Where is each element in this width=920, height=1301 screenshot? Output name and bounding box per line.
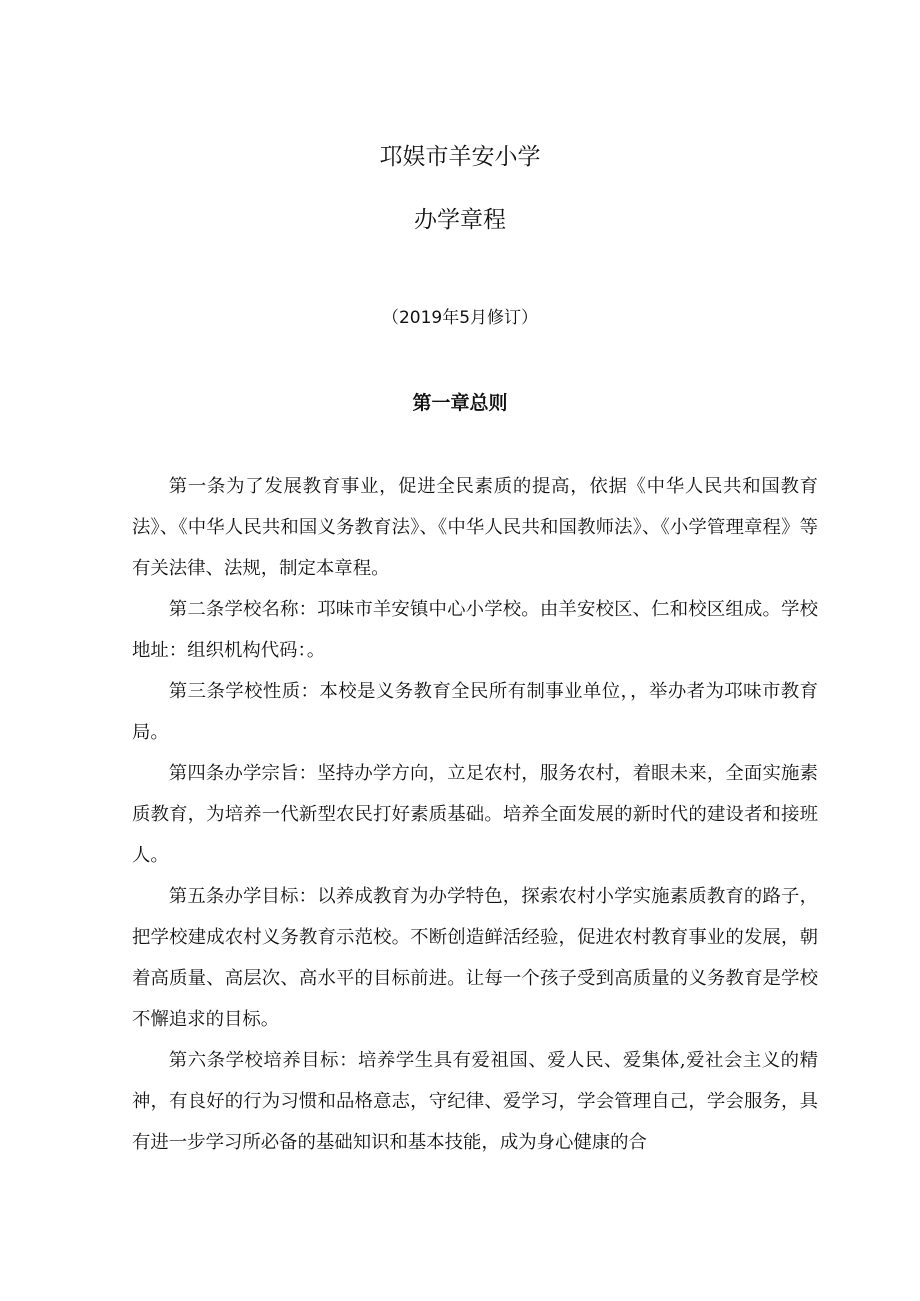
school-name: 邛娱市羊安小学 (379, 144, 541, 170)
article-4: 第四条办学宗旨：坚持办学方向，立足农村，服务农村，着眼未来，全面实施素质教育，为培养一代新型农民打好素质基础。培养全面发展的新时代的建设者和接班人。 (132, 763, 818, 866)
document-title: 办学章程 (414, 207, 506, 233)
article-5: 第五条办学目标：以养成教育为办学特色，探索农村小学实施素质教育的路子，把学校建成农村义务教育示范校。不断创造鲜活经验，促进农村教育事业的发展，朝着高质量、高层次、高水平的目标前进。让每一个孩子受到高质量的义务教育是学校不懈追求的目标。 (132, 886, 818, 1030)
article-1: 第一条为了发展教育事业，促进全民素质的提高，依据《中华人民共和国教育法》、《中华人民共和国义务教育法》、《中华人民共和国教师法》、《小学管理章程》等有关法律、法规，制定本章程。 (132, 476, 818, 579)
article-6: 第六条学校培养目标：培养学生具有爱祖国、爱人民、爱集体,爱社会主义的精神，有良好的行为习惯和品格意志，守纪律、爱学习，学会管理自己，学会服务，具有进一步学习所必备的基础知识和基本技能，成为身心健康的合 (132, 1050, 818, 1153)
article-2: 第二条学校名称：邛味市羊安镇中心小学校。由羊安校区、仁和校区组成。学校地址：组织机构代码：。 (132, 599, 818, 661)
article-3: 第三条学校性质：本校是义务教育全民所有制事业单位，，举办者为邛味市教育局。 (132, 681, 818, 743)
revision-note: （2019年5月修订） (381, 308, 539, 328)
chapter-body (132, 466, 818, 1163)
chapter-title: 第一章总则 (412, 392, 508, 414)
